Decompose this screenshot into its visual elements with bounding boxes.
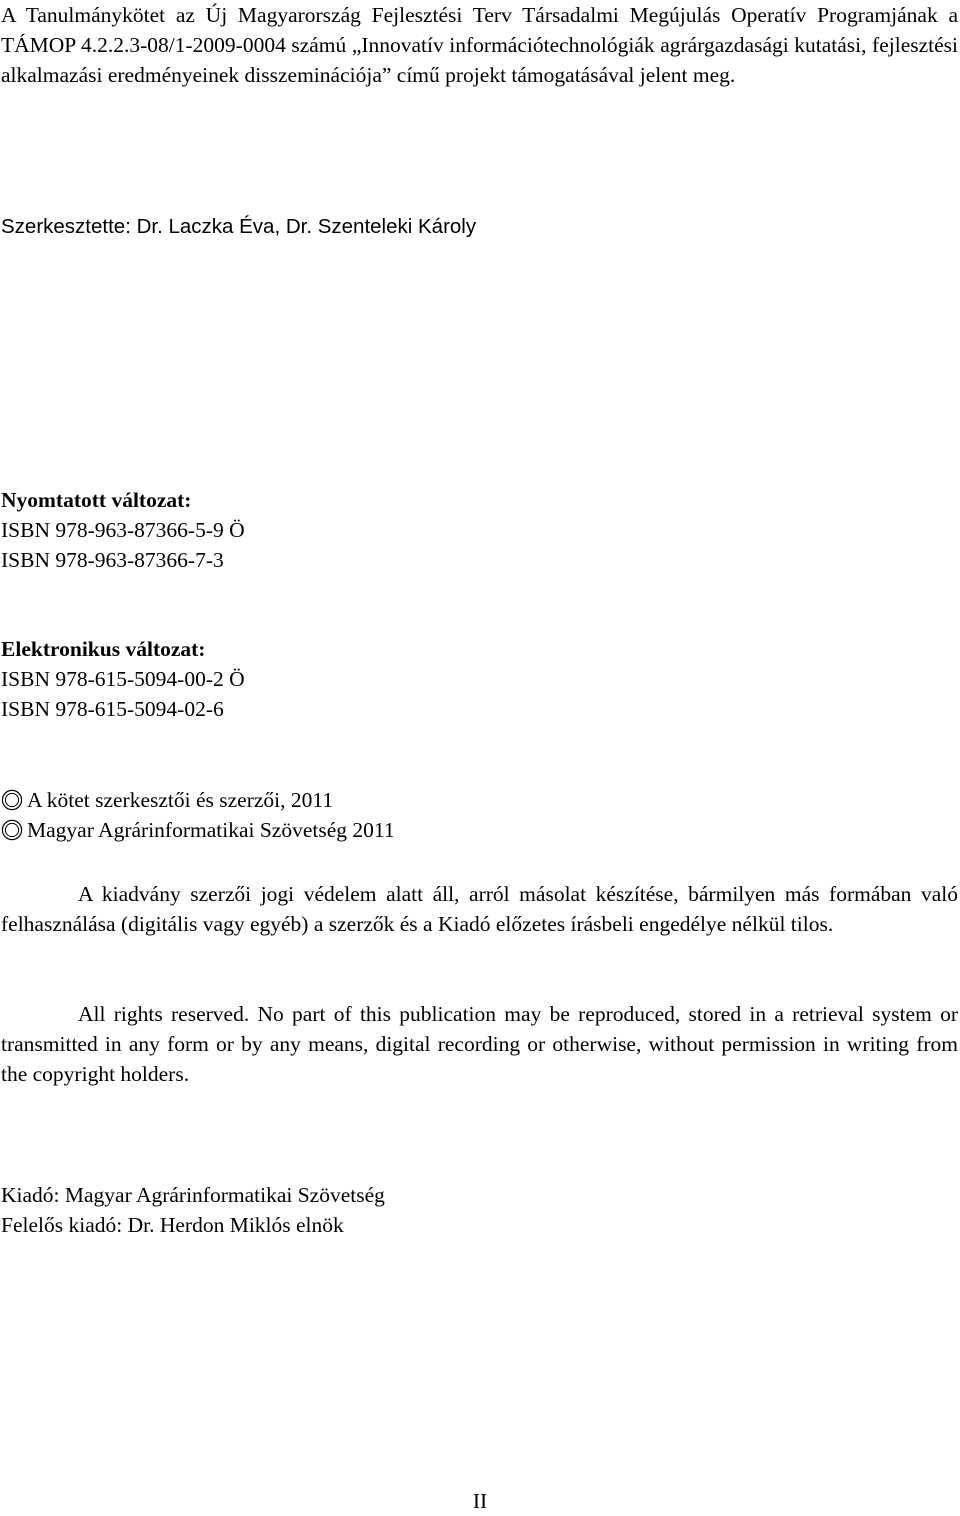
print-isbn-2: ISBN 978-963-87366-7-3 xyxy=(1,548,224,572)
copyright-icon xyxy=(1,789,23,811)
electronic-isbn-2: ISBN 978-615-5094-02-6 xyxy=(1,697,224,721)
copyright-icon xyxy=(1,819,23,841)
copyright-section xyxy=(1,785,958,845)
print-version-heading: Nyomtatott változat: xyxy=(1,488,192,512)
copyright-authors-text: A kötet szerkesztői és szerzői, 2011 xyxy=(27,788,334,812)
electronic-version-section xyxy=(1,634,958,724)
copyright-line-authors xyxy=(1,785,958,815)
print-version-section xyxy=(1,485,958,575)
copyright-line-association xyxy=(1,815,958,845)
editors-line: Szerkesztette: Dr. Laczka Éva, Dr. Szenteleki Károly xyxy=(1,215,477,238)
electronic-version-heading: Elektronikus változat: xyxy=(1,637,206,661)
funding-statement: A Tanulmánykötet az Új Magyarország Fejlesztési Terv Társadalmi Megújulás Operatív Programjának a TÁMOP 4.2.2.3-08/1-2009-0004 számú „Innovatív információtechnológiák agrárgazdasági kutatási, fejlesztési alkalmazási eredményeinek disszeminációja” című projekt támogatásával jelent meg. xyxy=(1,3,958,87)
page-number: II xyxy=(472,1489,488,1513)
copyright-notice-english: All rights reserved. No part of this publication may be reproduced, stored in a retrieval system or transmitted in any form or by any means, digital recording or otherwise, without permission in writing from the copyright holders. xyxy=(1,1002,958,1086)
responsible-publisher-line: Felelős kiadó: Dr. Herdon Miklós elnök xyxy=(1,1213,344,1237)
print-isbn-1: ISBN 978-963-87366-5-9 Ö xyxy=(1,518,245,542)
electronic-isbn-1: ISBN 978-615-5094-00-2 Ö xyxy=(1,667,245,691)
publisher-line: Kiadó: Magyar Agrárinformatikai Szövetség xyxy=(1,1183,385,1207)
copyright-association-text: Magyar Agrárinformatikai Szövetség 2011 xyxy=(27,818,395,842)
publisher-section xyxy=(1,1180,958,1240)
copyright-notice-hungarian: A kiadvány szerzői jogi védelem alatt áll, arról másolat készítése, bármilyen más formában való felhasználása (digitális vagy egyéb) a szerzők és a Kiadó előzetes írásbeli engedélye nélkül tilos. xyxy=(1,882,958,936)
